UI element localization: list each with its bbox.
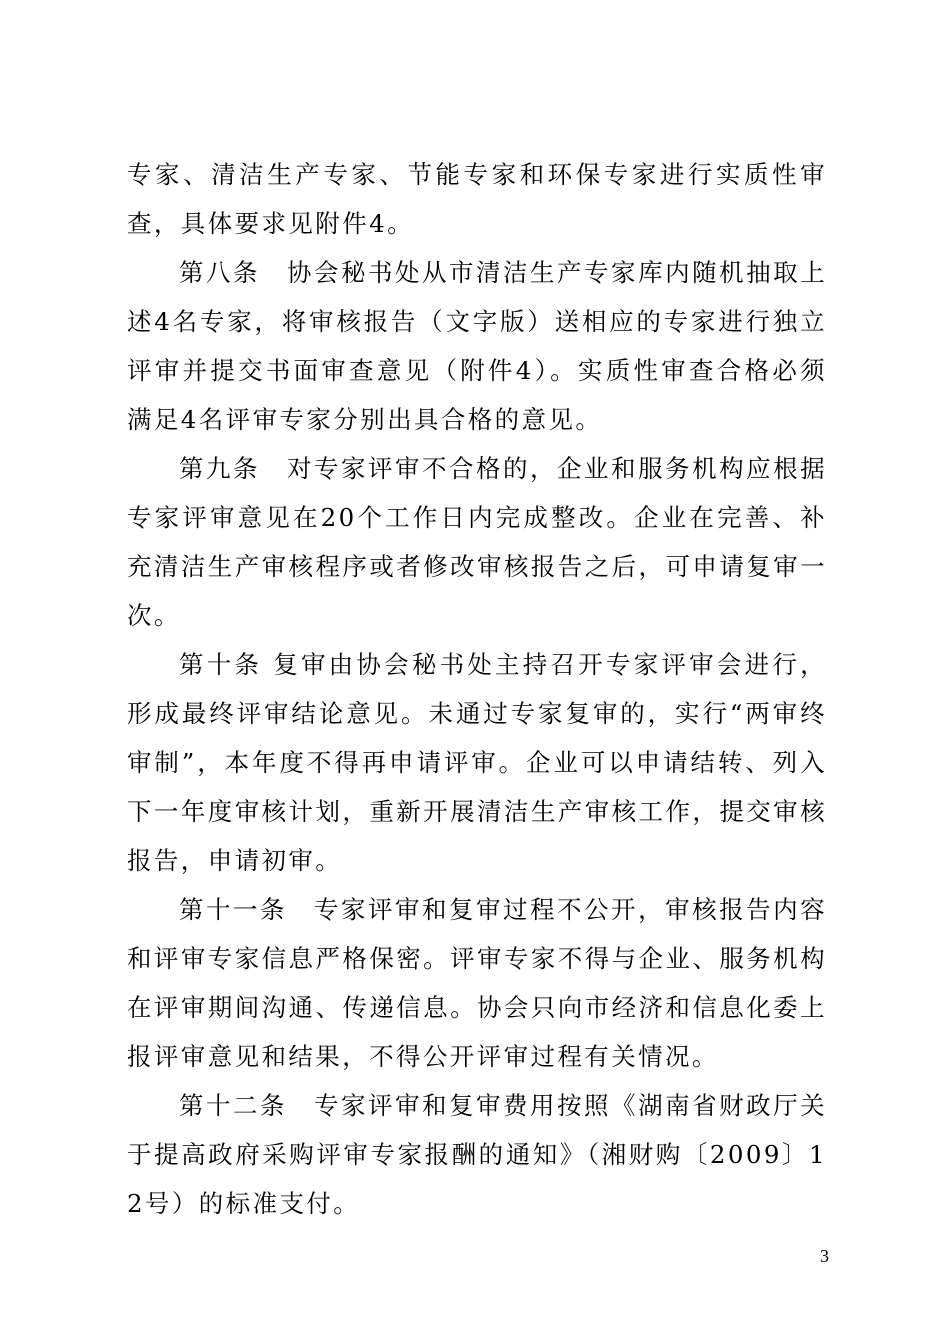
paragraph-article-8: 第八条 协会秘书处从市清洁生产专家库内随机抽取上述4名专家，将审核报告（文字版）送相应的专家进行独立评审并提交书面审查意见（附件4）。实质性审查合格必须满足4名评审专家分别出具合格的意见。 — [127, 258, 827, 434]
document-body — [127, 150, 827, 1228]
paragraph-article-12: 第十二条 专家评审和复审费用按照《湖南省财政厅关于提高政府采购评审专家报酬的通知》（湘财购〔2009〕12号）的标准支付。 — [127, 1091, 827, 1218]
paragraph-article-9: 第九条 对专家评审不合格的，企业和服务机构应根据专家评审意见在20个工作日内完成整改。企业在完善、补充清洁生产审核程序或者修改审核报告之后，可申请复审一次。 — [127, 454, 827, 630]
paragraph-continuation: 专家、清洁生产专家、节能专家和环保专家进行实质性审查，具体要求见附件4。 — [127, 160, 827, 238]
page-number: 3 — [820, 1246, 829, 1266]
paragraph-article-10: 第十条 复审由协会秘书处主持召开专家评审会进行，形成最终评审结论意见。未通过专家复审的，实行“两审终审制”，本年度不得再申请评审。企业可以申请结转、列入下一年度审核计划，重新开展清洁生产审核工作，提交审核报告，申请初审。 — [127, 650, 827, 875]
paragraph-article-11: 第十一条 专家评审和复审过程不公开，审核报告内容和评审专家信息严格保密。评审专家不得与企业、服务机构在评审期间沟通、传递信息。协会只向市经济和信息化委上报评审意见和结果，不得公开评审过程有关情况。 — [127, 895, 827, 1071]
